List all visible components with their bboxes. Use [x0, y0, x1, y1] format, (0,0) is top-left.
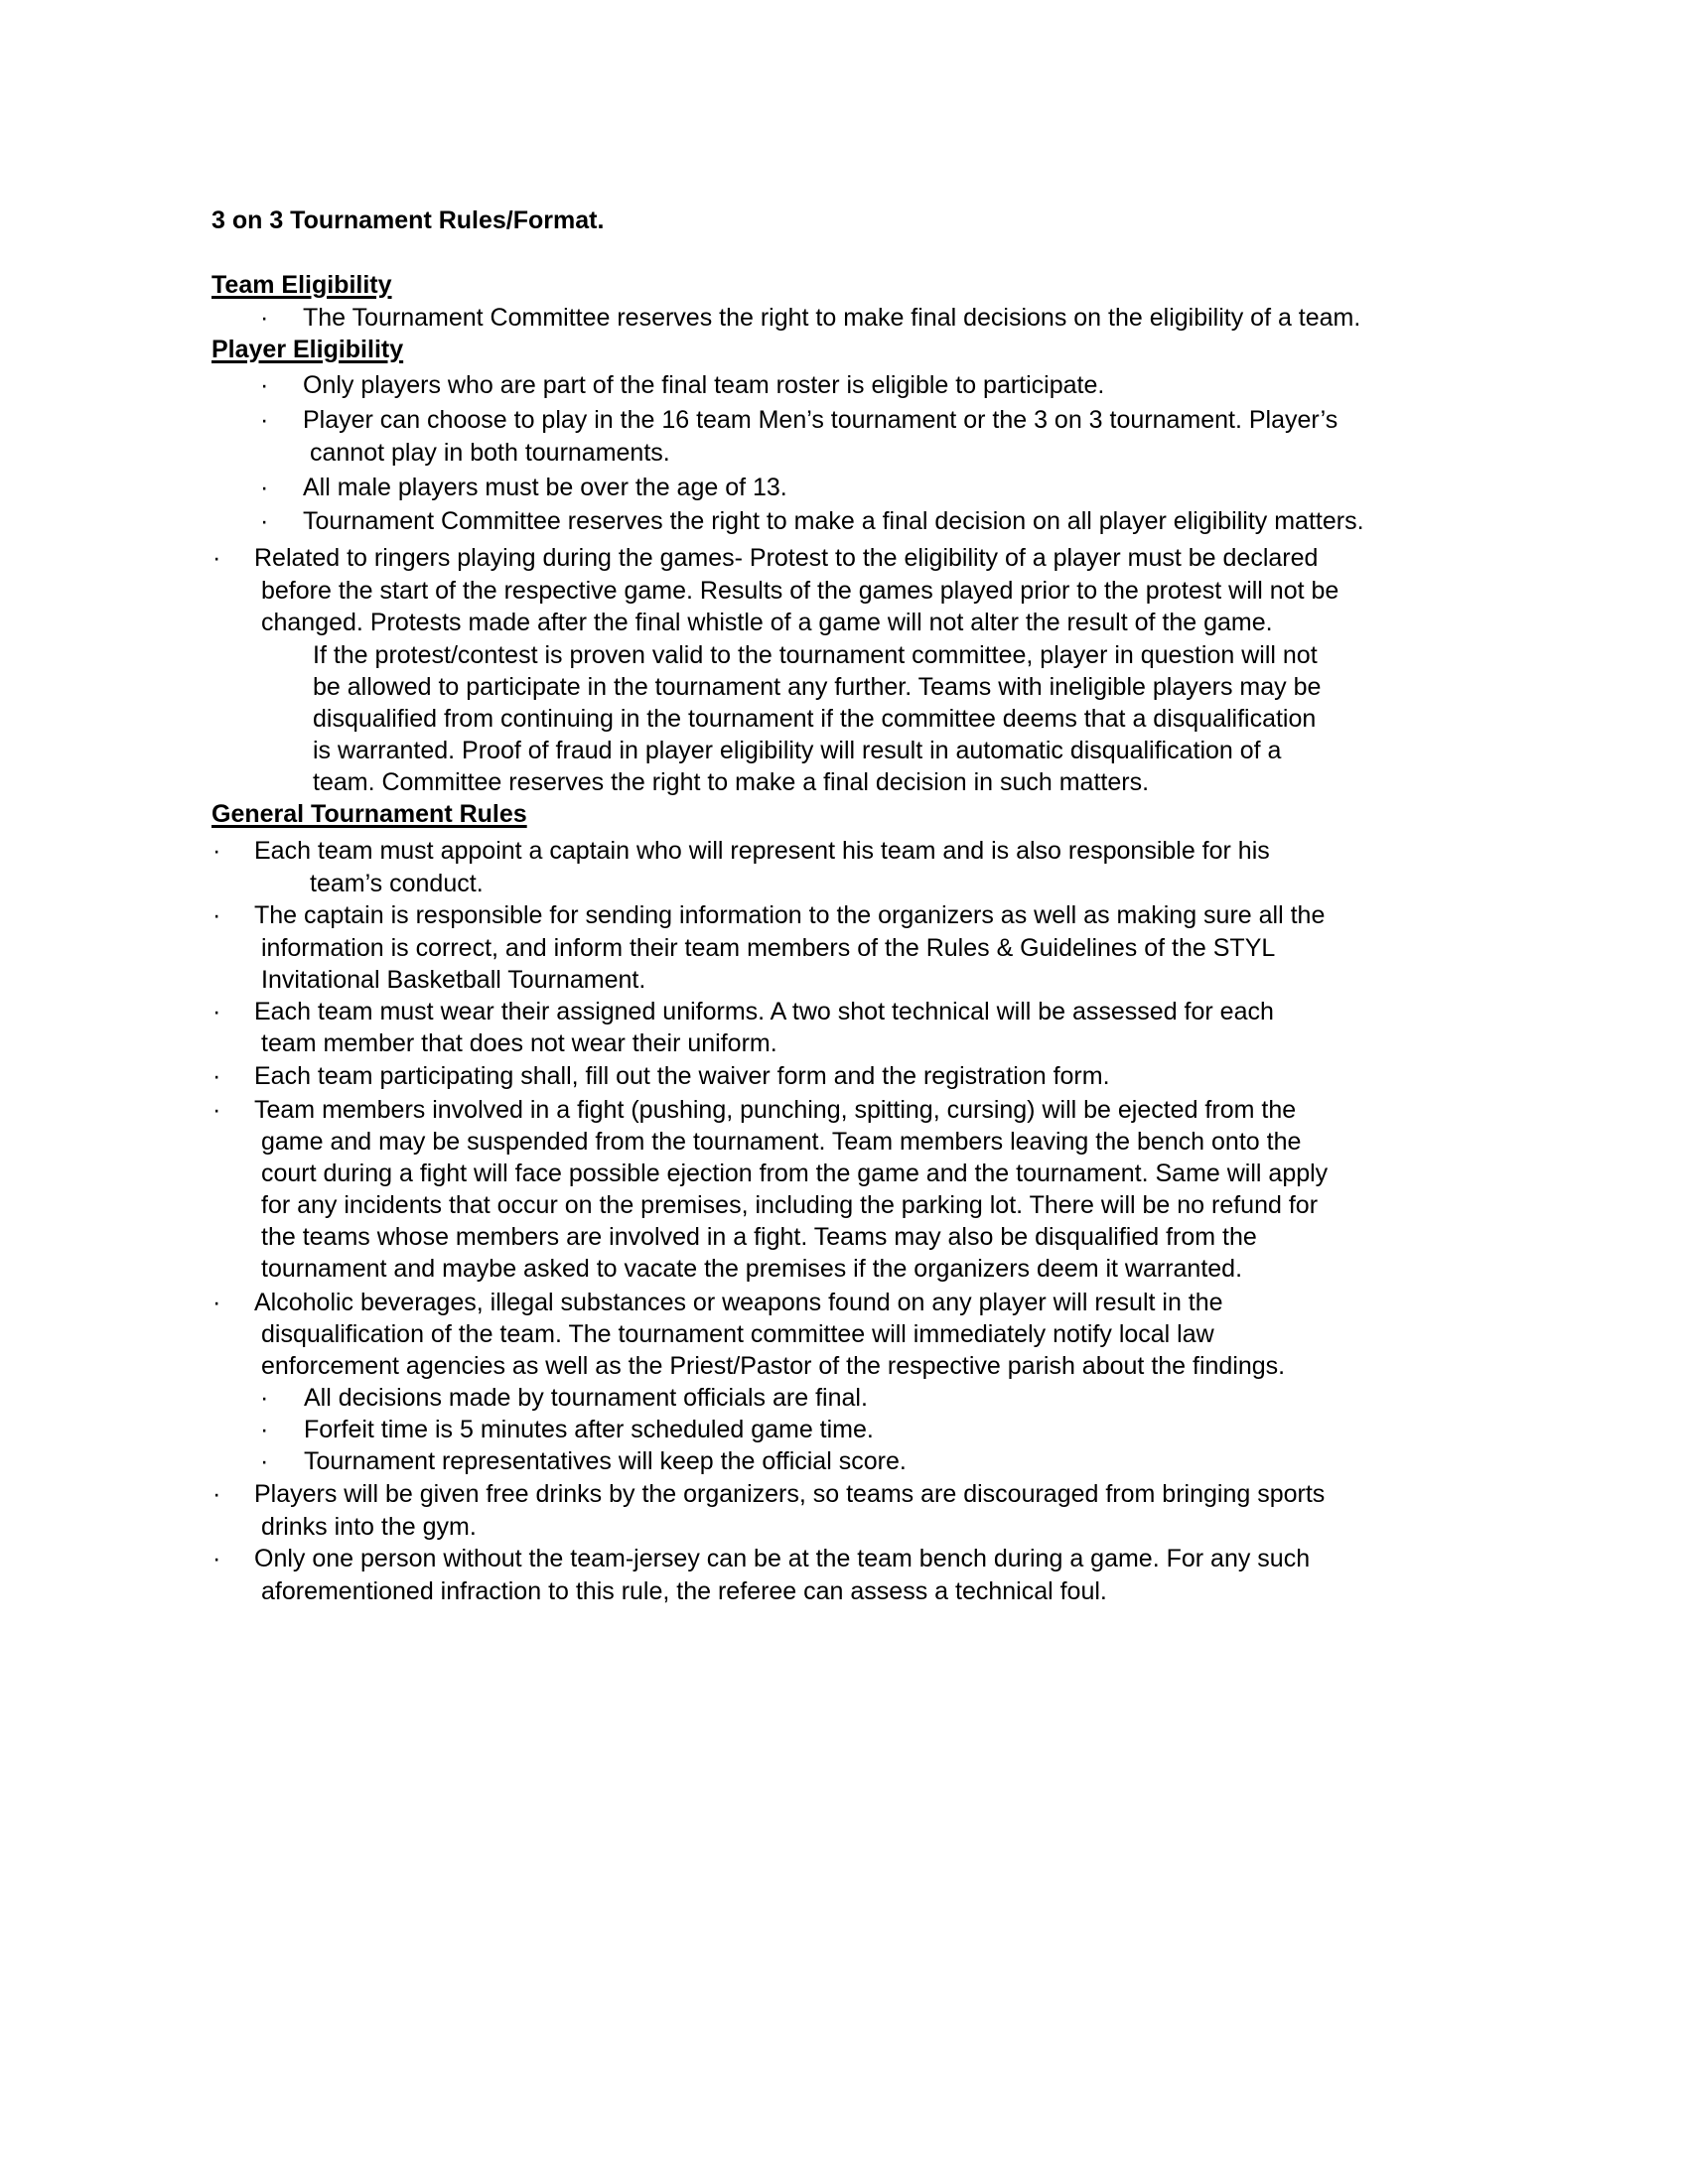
rule-line-continuation: Invitational Basketball Tournament.	[261, 966, 646, 994]
rule-line: Related to ringers playing during the games- Protest to the eligibility of a player must be declared	[254, 544, 1319, 572]
rule-line: Alcoholic beverages, illegal substances or weapons found on any player will result in the	[254, 1289, 1223, 1316]
rule-line: The captain is responsible for sending information to the organizers as well as making sure all the	[254, 901, 1326, 929]
rule-line: Each team must wear their assigned uniforms. A two shot technical will be assessed for each	[254, 998, 1274, 1025]
rule-line-continuation: tournament and maybe asked to vacate the premises if the organizers deem it warranted.	[261, 1255, 1243, 1283]
rule-line-continuation: changed. Protests made after the final whistle of a game will not alter the result of the game.	[261, 609, 1273, 636]
bullet-icon: ·	[212, 1480, 221, 1508]
rule-line-continuation: drinks into the gym.	[261, 1513, 477, 1541]
bullet-icon: ·	[212, 837, 221, 865]
bullet-icon: ·	[260, 304, 269, 332]
section-heading-player-eligibility: Player Eligibility	[211, 336, 404, 363]
rule-line: Tournament representatives will keep the official score.	[304, 1447, 907, 1475]
bullet-icon: ·	[260, 371, 269, 399]
rule-line-continuation: enforcement agencies as well as the Priest/Pastor of the respective parish about the findings.	[261, 1352, 1286, 1380]
rule-line: All male players must be over the age of 13.	[303, 474, 787, 501]
bullet-icon: ·	[212, 1289, 221, 1316]
rule-line-continuation: the teams whose members are involved in a fight. Teams may also be disqualified from the	[261, 1223, 1257, 1251]
bullet-icon: ·	[260, 1384, 269, 1412]
bullet-icon: ·	[212, 544, 221, 572]
section-heading-general-rules: General Tournament Rules	[211, 800, 527, 828]
rule-line: Player can choose to play in the 16 team Men’s tournament or the 3 on 3 tournament. Player’s	[303, 406, 1338, 434]
rule-line-continuation: disqualification of the team. The tournament committee will immediately notify local law	[261, 1320, 1214, 1348]
rule-line: Players will be given free drinks by the organizers, so teams are discouraged from bringing sports	[254, 1480, 1326, 1508]
rule-line: All decisions made by tournament officials are final.	[304, 1384, 868, 1412]
bullet-icon: ·	[260, 474, 269, 501]
rule-line-continuation: before the start of the respective game. Results of the games played prior to the protest will not be	[261, 577, 1339, 605]
rule-line-continuation: team member that does not wear their uniform.	[261, 1029, 777, 1057]
bullet-icon: ·	[212, 1062, 221, 1090]
rule-line: Each team must appoint a captain who will represent his team and is also responsible for his	[254, 837, 1270, 865]
rule-paragraph-line: If the protest/contest is proven valid to the tournament committee, player in question will not	[313, 641, 1318, 669]
bullet-icon: ·	[212, 998, 221, 1025]
bullet-icon: ·	[212, 1096, 221, 1124]
rule-line: Only players who are part of the final team roster is eligible to participate.	[303, 371, 1105, 399]
rule-line-continuation: aforementioned infraction to this rule, the referee can assess a technical foul.	[261, 1577, 1107, 1605]
rule-line: The Tournament Committee reserves the right to make final decisions on the eligibility of a team.	[303, 304, 1361, 332]
rule-line-continuation: cannot play in both tournaments.	[310, 439, 670, 467]
document-title: 3 on 3 Tournament Rules/Format.	[211, 206, 605, 234]
rule-line: Tournament Committee reserves the right to make a final decision on all player eligibility matters.	[303, 507, 1364, 535]
rule-line-continuation: for any incidents that occur on the premises, including the parking lot. There will be no refund for	[261, 1191, 1319, 1219]
bullet-icon: ·	[260, 1447, 269, 1475]
bullet-icon: ·	[212, 1545, 221, 1572]
rule-line-continuation: game and may be suspended from the tournament. Team members leaving the bench onto the	[261, 1128, 1302, 1156]
rule-line: Team members involved in a fight (pushing, punching, spitting, cursing) will be ejected from the	[254, 1096, 1297, 1124]
rule-line: Only one person without the team-jersey can be at the team bench during a game. For any such	[254, 1545, 1311, 1572]
rule-paragraph-line: disqualified from continuing in the tournament if the committee deems that a disqualification	[313, 705, 1317, 733]
bullet-icon: ·	[260, 507, 269, 535]
rule-line-continuation: information is correct, and inform their team members of the Rules & Guidelines of the STYL	[261, 934, 1276, 962]
bullet-icon: ·	[260, 406, 269, 434]
rule-line: Forfeit time is 5 minutes after scheduled game time.	[304, 1416, 874, 1443]
rule-line: Each team participating shall, fill out the waiver form and the registration form.	[254, 1062, 1110, 1090]
rule-paragraph-line: team. Committee reserves the right to make a final decision in such matters.	[313, 768, 1150, 796]
rule-paragraph-line: is warranted. Proof of fraud in player eligibility will result in automatic disqualification of a	[313, 737, 1282, 764]
section-heading-team-eligibility: Team Eligibility	[211, 271, 392, 299]
bullet-icon: ·	[212, 901, 221, 929]
rule-paragraph-line: be allowed to participate in the tournament any further. Teams with ineligible players may be	[313, 673, 1322, 701]
rule-line-continuation: team’s conduct.	[310, 870, 484, 897]
bullet-icon: ·	[260, 1416, 269, 1443]
rule-line-continuation: court during a fight will face possible ejection from the game and the tournament. Same will apply	[261, 1160, 1329, 1187]
